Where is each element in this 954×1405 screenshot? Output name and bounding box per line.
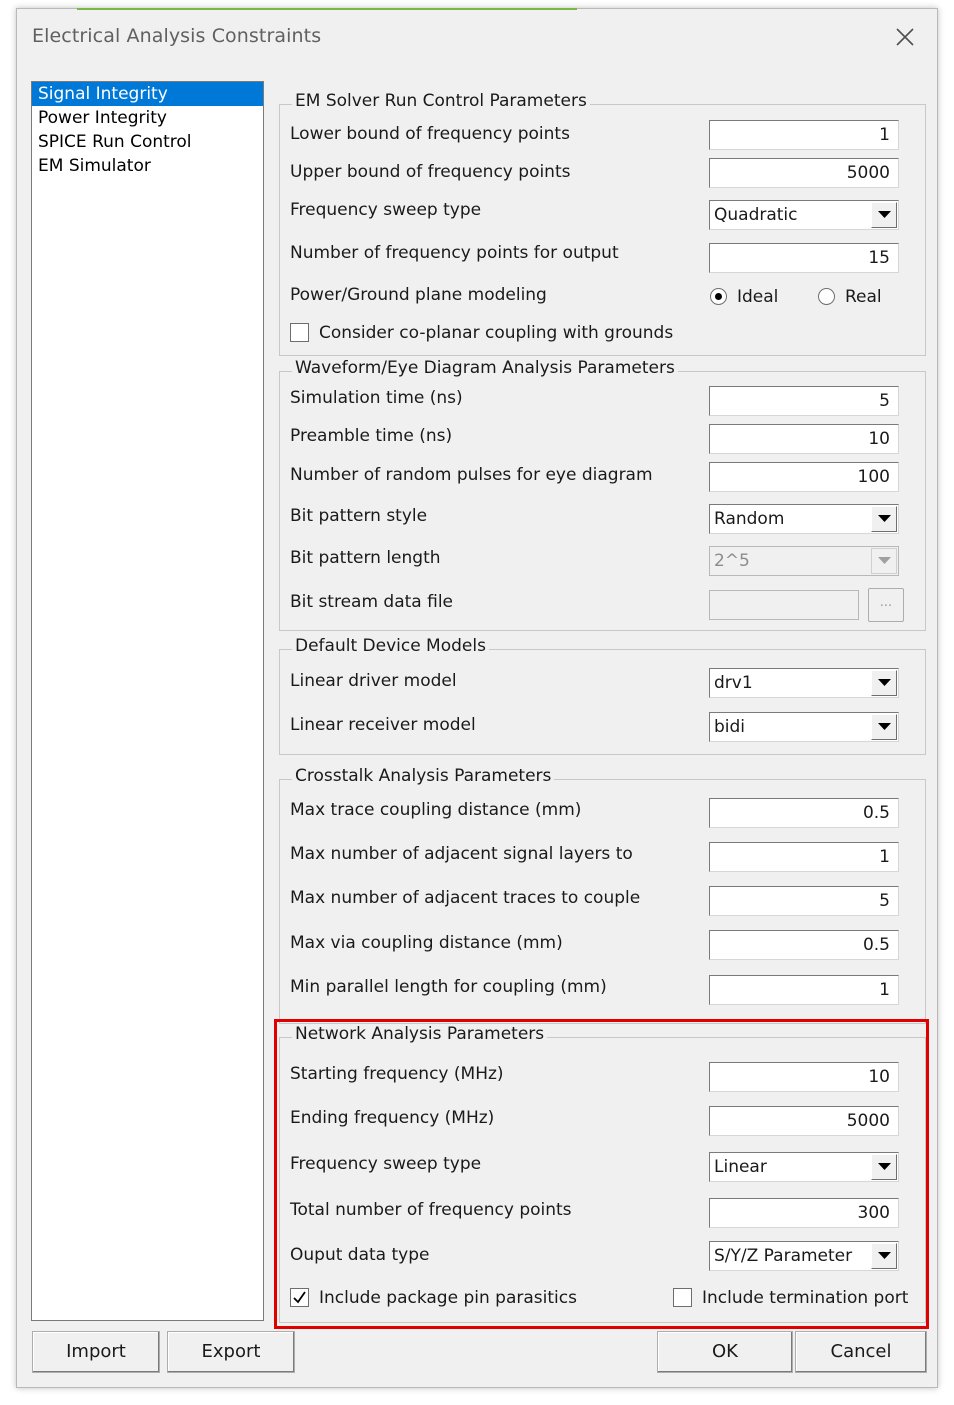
nav-item-spice-run-control[interactable]: SPICE Run Control xyxy=(38,132,192,152)
adjacent-traces-row xyxy=(290,886,915,916)
bit-stream-label: Bit stream data file xyxy=(290,592,454,612)
nav-item-em-simulator[interactable]: EM Simulator xyxy=(38,156,151,176)
lower-bound-input[interactable]: 1 xyxy=(709,120,899,150)
output-type-value: S/Y/Z Parameter xyxy=(714,1246,853,1266)
crosstalk-group-title: Crosstalk Analysis Parameters xyxy=(292,766,554,786)
import-button[interactable]: Import xyxy=(32,1331,160,1373)
adjacent-traces-input[interactable]: 5 xyxy=(709,886,899,916)
device-models-group-title: Default Device Models xyxy=(292,636,489,656)
via-distance-row xyxy=(290,930,915,960)
driver-model-row xyxy=(290,668,915,698)
start-freq-input[interactable]: 10 xyxy=(709,1062,899,1092)
termination-port-checkbox-box[interactable] xyxy=(673,1288,692,1307)
window-accent-line xyxy=(77,8,577,10)
sim-time-row xyxy=(290,386,915,416)
chevron-down-icon[interactable] xyxy=(871,506,897,532)
chevron-down-icon[interactable] xyxy=(871,714,897,740)
bit-length-label: Bit pattern length xyxy=(290,548,441,568)
nav-item-power-integrity[interactable]: Power Integrity xyxy=(38,108,167,128)
trace-distance-input[interactable]: 0.5 xyxy=(709,798,899,828)
via-distance-input[interactable]: 0.5 xyxy=(709,930,899,960)
network-sweep-type-dropdown[interactable] xyxy=(709,1152,899,1182)
upper-bound-row xyxy=(290,158,915,188)
bit-length-dropdown[interactable] xyxy=(709,546,899,576)
lower-bound-row xyxy=(290,120,915,150)
upper-bound-input[interactable]: 5000 xyxy=(709,158,899,188)
em-sweep-type-value: Quadratic xyxy=(714,205,798,225)
radio-ideal-label: Ideal xyxy=(737,287,779,307)
adjacent-layers-input[interactable]: 1 xyxy=(709,842,899,872)
checkmark-icon xyxy=(292,1290,307,1305)
em-solver-group xyxy=(279,91,926,356)
pin-parasitics-checkbox[interactable] xyxy=(290,1288,577,1308)
trace-distance-label: Max trace coupling distance (mm) xyxy=(290,800,582,820)
bit-length-row xyxy=(290,546,915,576)
driver-model-dropdown[interactable] xyxy=(709,668,899,698)
export-button[interactable]: Export xyxy=(167,1331,295,1373)
upper-bound-label: Upper bound of frequency points xyxy=(290,162,571,182)
end-freq-label: Ending frequency (MHz) xyxy=(290,1108,495,1128)
plane-modeling-row xyxy=(290,285,915,315)
end-freq-input[interactable]: 5000 xyxy=(709,1106,899,1136)
network-group xyxy=(279,1024,926,1323)
chevron-down-icon[interactable] xyxy=(871,202,897,228)
bit-length-value: 2^5 xyxy=(714,551,750,571)
bit-style-row xyxy=(290,504,915,534)
cancel-button[interactable]: Cancel xyxy=(795,1331,927,1373)
radio-real-circle[interactable] xyxy=(818,288,835,305)
adjacent-traces-label: Max number of adjacent traces to couple xyxy=(290,888,641,908)
chevron-down-icon[interactable] xyxy=(871,670,897,696)
pin-parasitics-label: Include package pin parasitics xyxy=(319,1288,577,1308)
em-num-points-input[interactable]: 15 xyxy=(709,243,899,273)
device-models-group xyxy=(279,636,926,755)
end-freq-row xyxy=(290,1106,915,1136)
bit-style-dropdown[interactable] xyxy=(709,504,899,534)
termination-port-label: Include termination port xyxy=(702,1288,909,1308)
receiver-model-dropdown[interactable] xyxy=(709,712,899,742)
start-freq-row xyxy=(290,1062,915,1092)
total-points-row xyxy=(290,1198,915,1228)
bit-stream-input[interactable] xyxy=(709,590,859,620)
parallel-length-input[interactable]: 1 xyxy=(709,975,899,1005)
em-num-points-label: Number of frequency points for output xyxy=(290,243,619,263)
coplanar-checkbox-box[interactable] xyxy=(290,323,309,342)
receiver-model-row xyxy=(290,712,915,742)
preamble-time-input[interactable]: 10 xyxy=(709,424,899,454)
em-solver-group-title: EM Solver Run Control Parameters xyxy=(292,91,590,111)
trace-distance-row xyxy=(290,798,915,828)
radio-ideal-circle[interactable] xyxy=(710,288,727,305)
output-type-dropdown[interactable] xyxy=(709,1241,899,1271)
pin-parasitics-checkbox-box[interactable] xyxy=(290,1288,309,1307)
driver-model-label: Linear driver model xyxy=(290,671,457,691)
em-sweep-type-row xyxy=(290,200,915,230)
preamble-time-row xyxy=(290,424,915,454)
receiver-model-value: bidi xyxy=(714,717,746,737)
chevron-down-icon[interactable] xyxy=(871,1154,897,1180)
chevron-down-icon[interactable] xyxy=(871,1243,897,1269)
window-title: Electrical Analysis Constraints xyxy=(32,25,322,47)
network-options-row xyxy=(290,1288,915,1318)
sim-time-input[interactable]: 5 xyxy=(709,386,899,416)
dialog-window xyxy=(16,8,938,1388)
em-sweep-type-dropdown[interactable] xyxy=(709,200,899,230)
waveform-group xyxy=(279,358,926,631)
radio-real[interactable] xyxy=(818,287,882,307)
category-list[interactable] xyxy=(31,81,264,1321)
random-pulses-input[interactable]: 100 xyxy=(709,462,899,492)
lower-bound-label: Lower bound of frequency points xyxy=(290,124,570,144)
random-pulses-row xyxy=(290,462,915,492)
bit-style-label: Bit pattern style xyxy=(290,506,428,526)
parallel-length-label: Min parallel length for coupling (mm) xyxy=(290,977,607,997)
em-num-points-row xyxy=(290,243,915,273)
output-type-label: Ouput data type xyxy=(290,1245,430,1265)
parallel-length-row xyxy=(290,975,915,1005)
network-sweep-type-row xyxy=(290,1152,915,1182)
bit-style-value: Random xyxy=(714,509,785,529)
network-sweep-type-value: Linear xyxy=(714,1157,767,1177)
coplanar-checkbox[interactable] xyxy=(290,323,673,343)
adjacent-layers-label: Max number of adjacent signal layers to xyxy=(290,844,633,864)
adjacent-layers-row xyxy=(290,842,915,872)
receiver-model-label: Linear receiver model xyxy=(290,715,476,735)
waveform-group-title: Waveform/Eye Diagram Analysis Parameters xyxy=(292,358,678,378)
via-distance-label: Max via coupling distance (mm) xyxy=(290,933,563,953)
driver-model-value: drv1 xyxy=(714,673,753,693)
chevron-down-icon[interactable] xyxy=(871,548,897,574)
radio-real-label: Real xyxy=(845,287,882,307)
output-type-row xyxy=(290,1241,915,1271)
preamble-time-label: Preamble time (ns) xyxy=(290,426,453,446)
random-pulses-label: Number of random pulses for eye diagram xyxy=(290,465,653,485)
close-icon[interactable] xyxy=(893,25,917,49)
crosstalk-group xyxy=(279,766,926,1024)
termination-port-checkbox[interactable] xyxy=(673,1288,908,1308)
bit-stream-row xyxy=(290,590,915,620)
sim-time-label: Simulation time (ns) xyxy=(290,388,463,408)
ok-button[interactable]: OK xyxy=(657,1331,793,1373)
network-group-title: Network Analysis Parameters xyxy=(292,1024,547,1044)
browse-button[interactable]: ... xyxy=(868,588,904,622)
total-points-input[interactable]: 300 xyxy=(709,1198,899,1228)
start-freq-label: Starting frequency (MHz) xyxy=(290,1064,504,1084)
coplanar-row xyxy=(290,321,915,351)
plane-modeling-label: Power/Ground plane modeling xyxy=(290,285,547,305)
radio-ideal[interactable] xyxy=(710,287,778,307)
total-points-label: Total number of frequency points xyxy=(290,1200,572,1220)
nav-item-signal-integrity[interactable]: Signal Integrity xyxy=(32,82,263,106)
network-sweep-type-label: Frequency sweep type xyxy=(290,1154,482,1174)
em-sweep-type-label: Frequency sweep type xyxy=(290,200,482,220)
coplanar-checkbox-label: Consider co-planar coupling with grounds xyxy=(319,323,674,343)
